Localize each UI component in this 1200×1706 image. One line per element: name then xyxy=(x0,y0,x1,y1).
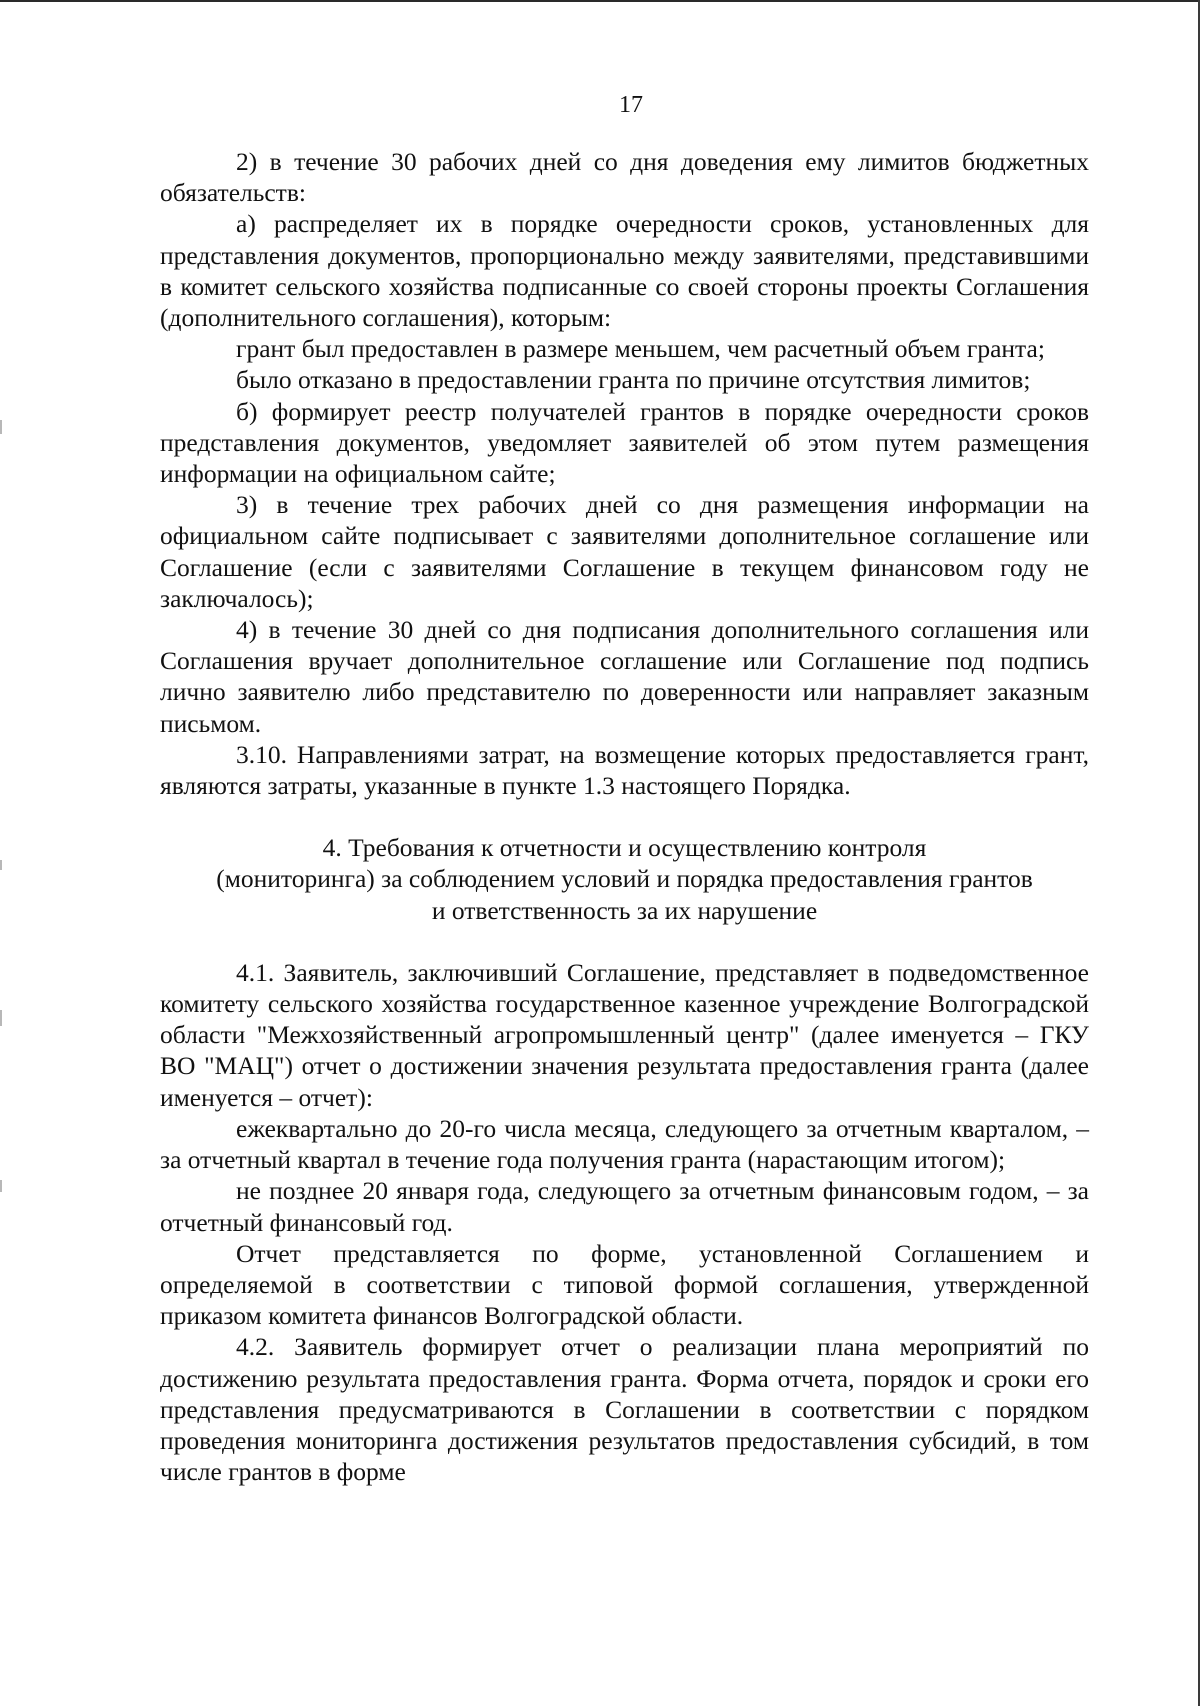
section-heading xyxy=(160,832,1089,926)
paragraph: не позднее 20 января года, следующего за отчетным финансовым годом, – за отчетный финансовый год. xyxy=(160,1176,1089,1237)
scan-left-mark xyxy=(0,1180,2,1192)
page-number: 17 xyxy=(619,92,643,118)
paragraph: 3) в течение трех рабочих дней со дня размещения информации на официальном сайте подписывает с заявителями дополнительное соглашение или Соглашение (если с заявителями Соглашение в текущем финансовом году не заключалось); xyxy=(160,490,1089,613)
scan-left-mark xyxy=(0,420,2,434)
paragraph: 4.1. Заявитель, заключивший Соглашение, представляет в подведомственное комитету сельского хозяйства государственное казенное учреждение Волгоградской области "Межхозяйственный агропромышленный центр" (далее именуется – ГКУ ВО "МАЦ") отчет о достижении значения результата предоставления гранта (далее именуется – отчет): xyxy=(160,957,1089,1112)
paragraph: 2) в течение 30 рабочих дней со дня доведения ему лимитов бюджетных обязательств: xyxy=(160,147,1089,208)
paragraph: ежеквартально до 20-го числа месяца, следующего за отчетным кварталом, – за отчетный квартал в течение года получения гранта (нарастающим итогом); xyxy=(160,1113,1089,1175)
paragraph: 3.10. Направлениями затрат, на возмещение которых предоставляется грант, являются затраты, указанные в пункте 1.3 настоящего Порядка. xyxy=(160,739,1089,801)
paragraph: б) формирует реестр получателей грантов в порядке очередности сроков представления документов, уведомляет заявителей об этом путем размещения информации на официальном сайте; xyxy=(160,396,1089,489)
document-body xyxy=(160,146,1089,1487)
paragraph: было отказано в предоставлении гранта по причине отсутствия лимитов; xyxy=(236,365,1031,395)
scan-left-mark xyxy=(0,1010,2,1026)
paragraph: Отчет представляется по форме, установленной Соглашением и определяемой в соответствии с типовой формой соглашения, утвержденной приказом комитета финансов Волгоградской области. xyxy=(160,1238,1089,1331)
paragraph: 4) в течение 30 дней со дня подписания дополнительного соглашения или Соглашения вручает дополнительное соглашение или Соглашение под подпись лично заявителю либо представителю по доверенности или направляет заказным письмом. xyxy=(160,615,1089,738)
section-heading-line: и ответственность за их нарушение xyxy=(431,895,818,925)
paragraph: 4.2. Заявитель формирует отчет о реализации плана мероприятий по достижению результата предоставления гранта. Форма отчета, порядок и сроки его представления предусматриваются в Соглашении в соответствии с порядком проведения мониторинга достижения результатов предоставления субсидий, в том числе грантов в форме xyxy=(160,1332,1089,1487)
scan-top-edge xyxy=(0,0,1200,2)
paragraph: грант был предоставлен в размере меньшем, чем расчетный объем гранта; xyxy=(236,334,1045,364)
section-heading-line: (мониторинга) за соблюдением условий и порядка предоставления грантов xyxy=(216,864,1033,894)
scan-left-mark xyxy=(0,860,2,870)
paragraph: а) распределяет их в порядке очередности сроков, установленных для представления документов, пропорционально между заявителями, представившими в комитет сельского хозяйства подписанные со своей стороны проекты Соглашения (дополнительного соглашения), которым: xyxy=(160,209,1089,333)
section-heading-line: 4. Требования к отчетности и осуществлению контроля xyxy=(322,833,927,863)
